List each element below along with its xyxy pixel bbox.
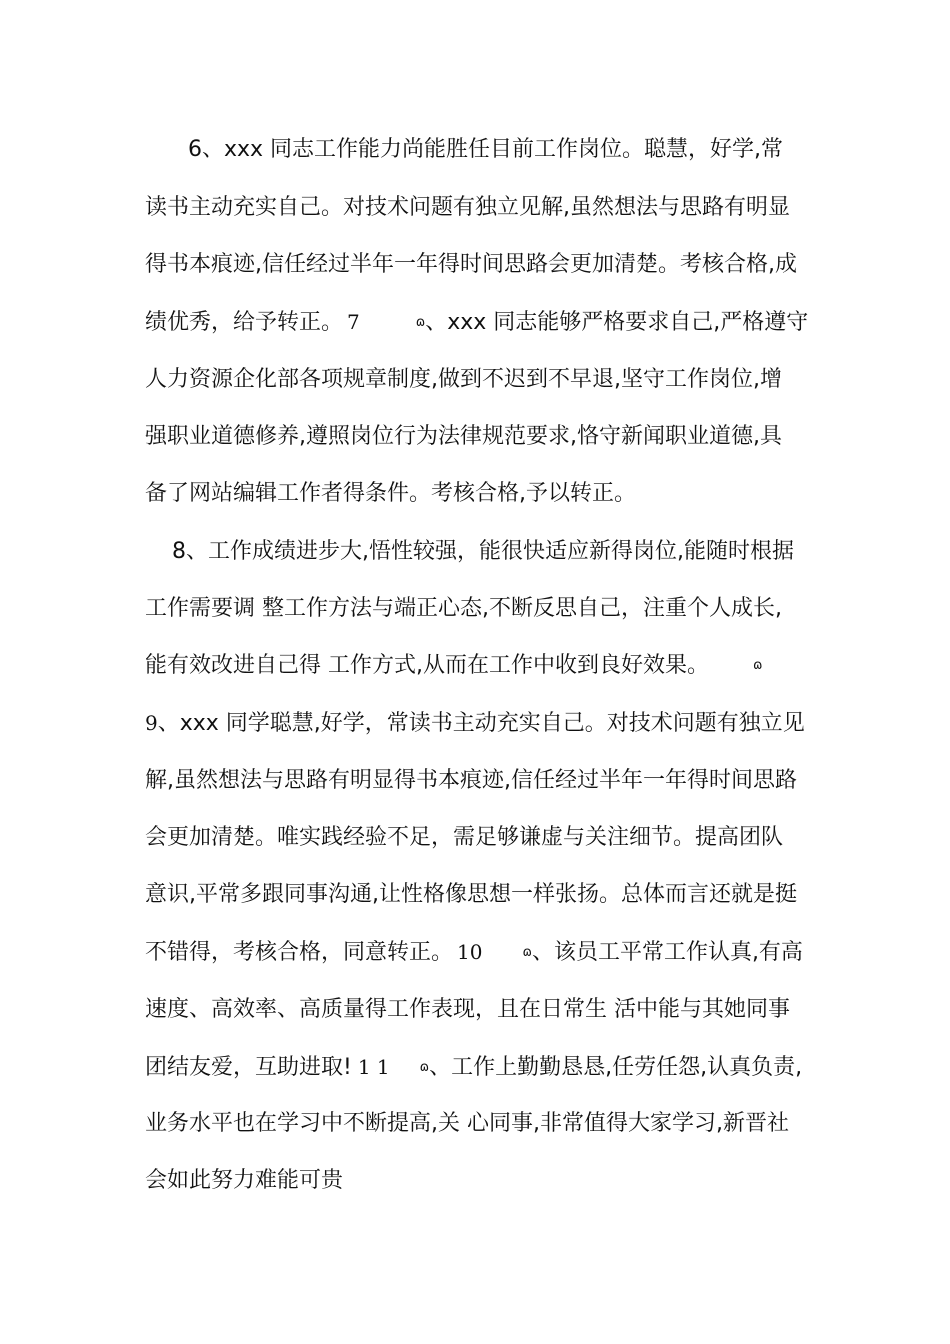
line-text: 、xxx 同志能够严格要求自己,严格遵守 bbox=[425, 310, 809, 335]
text-line-10 bbox=[145, 646, 815, 686]
text-line-14 bbox=[145, 875, 815, 915]
line-text: 解,虽然想法与思路有明显得书本痕迹,信任经过半年一年得时间思路 bbox=[145, 768, 797, 793]
text-line-4 bbox=[145, 302, 815, 342]
line-text: 、该员工平常工作认真,有高 bbox=[531, 940, 803, 965]
item-number-9: 9 bbox=[145, 711, 158, 735]
line-text: 会更加清楚。唯实践经验不足，需足够谦虚与关注细节。提高团队 bbox=[145, 825, 784, 850]
text-line-8 bbox=[172, 532, 842, 572]
ornament-glyph: ɷ bbox=[415, 315, 426, 330]
text-line-6 bbox=[145, 417, 815, 457]
line-text: 能有效改进自己得 工作方式,从而在工作中收到良好效果。 bbox=[145, 653, 709, 678]
line-text: 得书本痕迹,信任经过半年一年得时间思路会更加清楚。考核合格,成 bbox=[145, 252, 797, 277]
text-line-16 bbox=[145, 990, 815, 1030]
line-text: 意识,平常多跟同事沟通,让性格像思想一样张扬。总体而言还就是挺 bbox=[145, 882, 797, 907]
text-line-3 bbox=[145, 245, 815, 285]
line-text: 、xxx 同学聪慧,好学，常读书主动充实自己。对技术问题有独立见 bbox=[157, 711, 805, 736]
ornament-glyph: ɷ bbox=[419, 1060, 430, 1075]
text-line-12 bbox=[145, 761, 815, 801]
text-line-17 bbox=[145, 1047, 815, 1087]
line-text: 人力资源企化部各项规章制度,做到不迟到不早退,坚守工作岗位,增 bbox=[145, 367, 782, 392]
text-line-19 bbox=[145, 1161, 815, 1201]
line-text: 速度、高效率、高质量得工作表现，且在日常生 活中能与其她同事 bbox=[145, 997, 790, 1022]
line-text: 8、工作成绩进步大,悟性较强，能很快适应新得岗位,能随时根据 bbox=[172, 539, 794, 564]
line-text: 读书主动充实自己。对技术问题有独立见解,虽然想法与思路有明显 bbox=[145, 195, 790, 220]
line-text: 绩优秀，给予转正。 bbox=[145, 310, 344, 335]
text-line-15 bbox=[145, 932, 815, 972]
text-line-1 bbox=[188, 130, 858, 170]
line-text: 不错得，考核合格，同意转正。 bbox=[145, 940, 454, 965]
text-line-18 bbox=[145, 1104, 815, 1144]
text-line-2 bbox=[145, 188, 815, 228]
ornament-glyph: ɷ bbox=[753, 658, 763, 673]
text-line-11 bbox=[145, 703, 815, 743]
line-text: 6、xxx 同志工作能力尚能胜任目前工作岗位。聪慧，好学,常 bbox=[188, 137, 784, 162]
line-text: 业务水平也在学习中不断提高,关 心同事,非常值得大家学习,新晋社 bbox=[145, 1111, 789, 1136]
line-text: 会如此努力难能可贵 bbox=[145, 1168, 344, 1193]
line-text: 备了网站编辑工作者得条件。考核合格,予以转正。 bbox=[145, 481, 636, 506]
item-number-7: 7 bbox=[347, 310, 360, 334]
line-text: 团结友爱，互助进取! bbox=[145, 1055, 352, 1080]
line-text: 强职业道德修养,遵照岗位行为法律规范要求,恪守新闻职业道德,具 bbox=[145, 424, 782, 449]
text-line-9 bbox=[145, 589, 815, 629]
item-number-10: 10 bbox=[457, 940, 483, 964]
text-line-13 bbox=[145, 818, 815, 858]
text-line-5 bbox=[145, 360, 815, 400]
item-number-11: 1 1 bbox=[357, 1055, 390, 1079]
line-text: 工作需要调 整工作方法与端正心态,不断反思自己，注重个人成长, bbox=[145, 596, 782, 621]
text-line-7 bbox=[145, 474, 815, 514]
ornament-glyph: ɷ bbox=[522, 945, 532, 960]
line-text: 、工作上勤勤恳恳,任劳任怨,认真负责, bbox=[429, 1055, 803, 1080]
